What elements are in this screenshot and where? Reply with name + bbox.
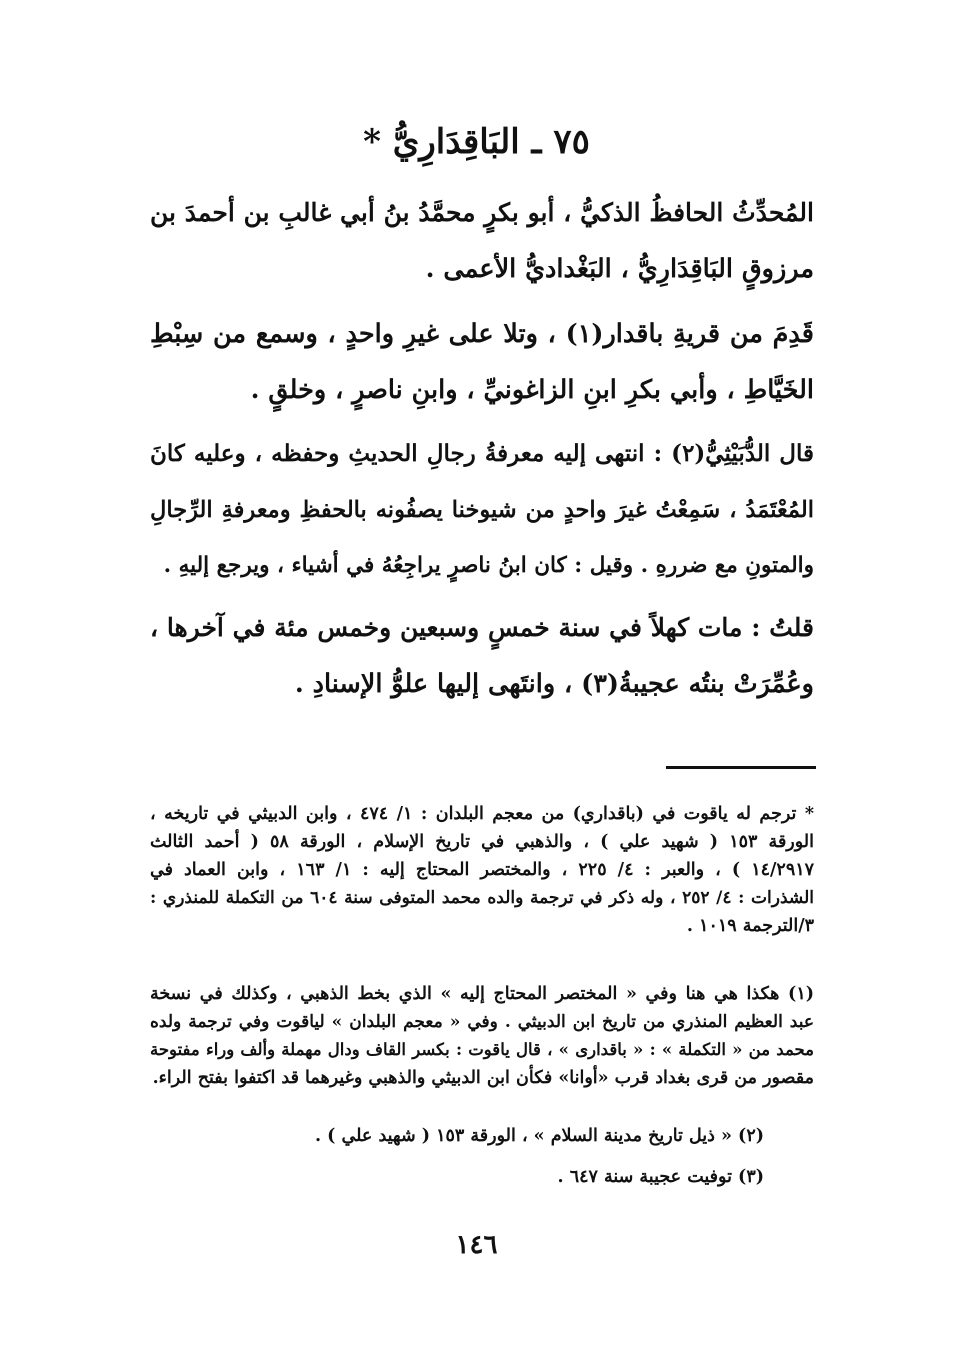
page-number: ١٤٦: [455, 1230, 498, 1260]
text-line: الخَيَّاطِ ، وأبي بكرِ ابنِ الزاغونيِّ ، وابنِ ناصرٍ ، وخلقٍ .: [250, 375, 814, 405]
footnote-3: [150, 1163, 814, 1191]
text-line: والمتونِ مع ضررهِ . وقيل : كان ابنُ ناصرٍ يراجِعُهُ في أشياء ، ويرجع إليهِ .: [163, 553, 814, 578]
footnote-2: [150, 1122, 814, 1150]
footnote-line: مقصور من قرى بغداد قرب «أوانا» فكأن ابن الدبيثي والذهبي وغيرهما قد اكتفوا بفتح الراء.: [152, 1068, 814, 1088]
text-line: قَدِمَ من قريةِ باقدار(١) ، وتلا على غيرِ واحدٍ ، وسمع من سِبْطِ: [150, 319, 814, 349]
footnote-line: (١) هكذا هي هنا وفي « المختصر المحتاج إليه » الذي بخط الذهبي ، وكذلك في نسخة: [150, 984, 814, 1004]
footnote-line: الشذرات : ٤/ ٢٥٢ ، وله ذكر في ترجمة والده محمد المتوفى سنة ٦٠٤ من التكملة للمنذري :: [150, 888, 814, 908]
paragraph-2: [150, 306, 814, 418]
biography-title: ٧٥ ـ البَاقِدَارِيُّ *: [363, 122, 590, 162]
footnote-1: [150, 980, 814, 1092]
text-line: مرزوقٍ البَاقِدَارِيُّ ، البَغْداديُّ الأعمى .: [425, 254, 814, 284]
paragraph-1: [150, 185, 814, 297]
footnote-line: * ترجم له ياقوت في (باقداري) من معجم البلدان : ١/ ٤٧٤ ، وابن الدبيثي في تاريخه ،: [150, 804, 814, 824]
footnote-line: عبد العظيم المنذري من تاريخ ابن الدبيثي . وفي « معجم البلدان » لياقوت وفي ترجمة ولده: [150, 1012, 814, 1032]
text-line: المُحدِّثُ الحافظُ الذكيُّ ، أبو بكرٍ محمَّدُ بنُ أبي غالبِ بن أحمدَ بن: [150, 198, 814, 227]
footnote-line: ٣/الترجمة ١٠١٩ .: [686, 916, 814, 936]
footnote-separator: [666, 766, 816, 769]
text-line: المُعْتَمَدُ ، سَمِعْتُ غيرَ واحدٍ من شيوخنا يصفُونه بالحفظِ ومعرفةِ الرِّجالِ: [150, 497, 814, 523]
footnote-line: ١٤/٢٩١٧ ) ، والعبر : ٤/ ٢٢٥ ، والمختصر المحتاج إليه : ١/ ١٦٣ ، وابن العماد في: [150, 860, 815, 880]
footnote-line: محمد من « التكملة » : « باقدارى » ، قال ياقوت : بكسر القاف ودال مهملة وألف وراء مفتوحة: [150, 1040, 814, 1059]
footnote-line: (٢) « ذيل تاريخ مدينة السلام » ، الورقة ١٥٣ ( شهيد علي ) .: [314, 1126, 764, 1146]
paragraph-4: [150, 600, 814, 712]
footnote-line: الورقة ١٥٣ ( شهيد علي ) ، والذهبي في تاريخ الإسلام ، الورقة ٥٨ ( أحمد الثالث: [150, 832, 814, 852]
footnote-line: (٣) توفيت عجيبة سنة ٦٤٧ .: [557, 1167, 764, 1187]
source-footnote: [150, 800, 814, 940]
text-line: قلتُ : مات كهلاً في سنة خمسٍ وسبعين وخمس مئة في آخرها ،: [150, 613, 814, 642]
text-line: وعُمِّرَتْ بنتُه عجيبةُ(٣) ، وانتَهى إليها علوُّ الإسنادِ .: [294, 669, 814, 699]
text-line: قال الدُّبَيْثِيُّ(٢) : انتهى إليه معرفةُ رجالِ الحديثِ وحفظه ، وعليه كانَ: [150, 440, 814, 467]
paragraph-3: [150, 426, 814, 594]
